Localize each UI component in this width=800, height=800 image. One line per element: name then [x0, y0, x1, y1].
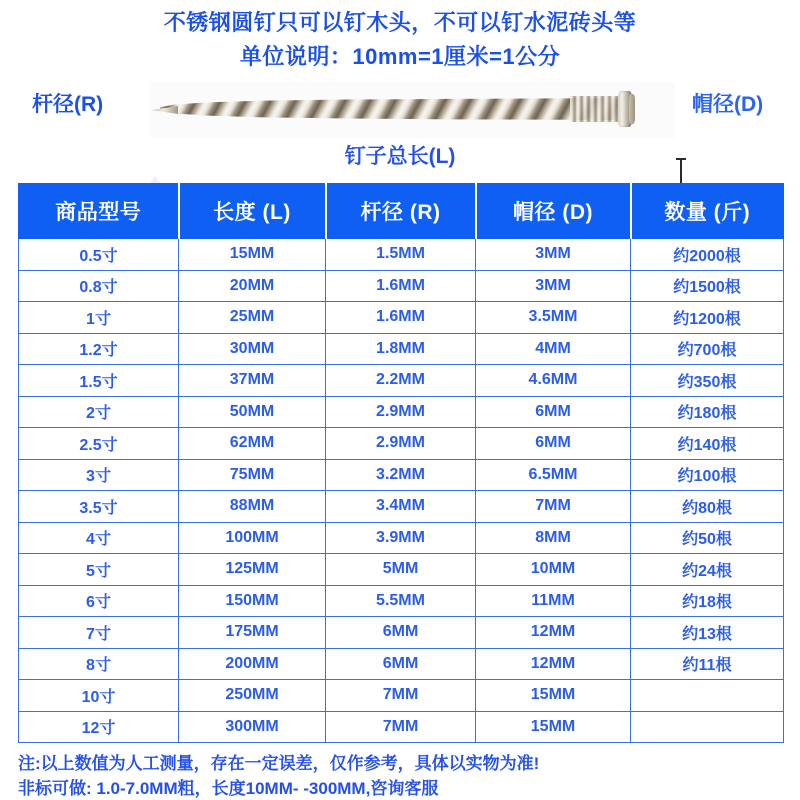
- cell-quantity: 约1500根: [631, 270, 784, 302]
- header-warning-text: 不锈钢圆钉只可以钉木头，不可以钉水泥砖头等: [163, 10, 637, 35]
- cell-rod: 2.2MM: [326, 365, 476, 397]
- nail-head-rim-icon: [629, 94, 635, 124]
- cell-quantity: 约140根: [631, 428, 784, 460]
- nail-shank-icon: [160, 98, 630, 120]
- cell-length: 50MM: [179, 396, 326, 428]
- nail-collar-icon: [570, 96, 620, 122]
- cell-rod: 1.5MM: [326, 239, 476, 271]
- cell-rod: 6MM: [326, 648, 476, 680]
- column-header-length: 长度 (L): [179, 184, 326, 239]
- cell-cap: 15MM: [476, 711, 631, 743]
- cell-model: 3寸: [19, 459, 179, 491]
- cell-quantity: 约2000根: [631, 239, 784, 271]
- cell-cap: 15MM: [476, 680, 631, 712]
- cell-length: 88MM: [179, 491, 326, 523]
- cell-quantity: 约180根: [631, 396, 784, 428]
- footer-notes: [18, 752, 798, 800]
- column-header-quantity: 数量 (斤): [631, 184, 784, 239]
- cell-quantity: 约350根: [631, 365, 784, 397]
- table-row: [19, 396, 784, 428]
- table-row: [19, 365, 784, 397]
- cell-model: 6寸: [19, 585, 179, 617]
- column-header-rod: 杆径 (R): [326, 184, 476, 239]
- cell-rod: 2.9MM: [326, 428, 476, 460]
- table-row: [19, 585, 784, 617]
- cell-length: 62MM: [179, 428, 326, 460]
- cell-model: 1.2寸: [19, 333, 179, 365]
- cell-model: 2.5寸: [19, 428, 179, 460]
- label-cap-diameter: 帽径(D): [692, 93, 764, 116]
- cell-model: 0.8寸: [19, 270, 179, 302]
- cell-rod: 7MM: [326, 680, 476, 712]
- cell-cap: 6MM: [476, 428, 631, 460]
- cell-model: 0.5寸: [19, 239, 179, 271]
- cell-model: 4寸: [19, 522, 179, 554]
- table-row: [19, 554, 784, 586]
- header-notes: [0, 8, 800, 71]
- cell-rod: 3.4MM: [326, 491, 476, 523]
- cell-cap: 4.6MM: [476, 365, 631, 397]
- nail-photo: [150, 82, 675, 138]
- cell-cap: 3MM: [476, 270, 631, 302]
- cell-length: 75MM: [179, 459, 326, 491]
- cell-cap: 3.5MM: [476, 302, 631, 334]
- footer-custom-order-note: 非标可做: 1.0-7.0MM粗，长度10MM- -300MM,咨询客服: [18, 778, 439, 798]
- cell-length: 20MM: [179, 270, 326, 302]
- table-row: [19, 270, 784, 302]
- cell-length: 15MM: [179, 239, 326, 271]
- cell-model: 1.5寸: [19, 365, 179, 397]
- table-row: [19, 711, 784, 743]
- cell-rod: 6MM: [326, 617, 476, 649]
- cell-length: 175MM: [179, 617, 326, 649]
- cell-quantity: 约11根: [631, 648, 784, 680]
- cell-quantity: [631, 711, 784, 743]
- column-header-cap: 帽径 (D): [476, 184, 631, 239]
- cell-cap: 12MM: [476, 648, 631, 680]
- table-row: [19, 302, 784, 334]
- cell-cap: 12MM: [476, 617, 631, 649]
- cell-quantity: 约18根: [631, 585, 784, 617]
- cell-quantity: 约24根: [631, 554, 784, 586]
- table-row: [19, 648, 784, 680]
- column-header-model: 商品型号: [19, 184, 179, 239]
- cell-rod: 7MM: [326, 711, 476, 743]
- cell-length: 100MM: [179, 522, 326, 554]
- label-rod-diameter: 杆径(R): [32, 93, 104, 116]
- cell-length: 150MM: [179, 585, 326, 617]
- cell-cap: 4MM: [476, 333, 631, 365]
- cell-length: 30MM: [179, 333, 326, 365]
- cell-rod: 1.6MM: [326, 302, 476, 334]
- cell-rod: 5.5MM: [326, 585, 476, 617]
- cell-quantity: [631, 680, 784, 712]
- cell-cap: 11MM: [476, 585, 631, 617]
- cell-model: 12寸: [19, 711, 179, 743]
- cell-model: 8寸: [19, 648, 179, 680]
- cell-rod: 1.6MM: [326, 270, 476, 302]
- cell-model: 10寸: [19, 680, 179, 712]
- cell-quantity: 约1200根: [631, 302, 784, 334]
- cell-cap: 6.5MM: [476, 459, 631, 491]
- table-row: [19, 333, 784, 365]
- cell-length: 25MM: [179, 302, 326, 334]
- label-total-length: 钉子总长(L): [344, 145, 456, 168]
- cell-quantity: 约13根: [631, 617, 784, 649]
- cell-length: 250MM: [179, 680, 326, 712]
- cell-quantity: 约80根: [631, 491, 784, 523]
- cell-length: 300MM: [179, 711, 326, 743]
- cell-rod: 5MM: [326, 554, 476, 586]
- table-row: [19, 491, 784, 523]
- cell-quantity: 约50根: [631, 522, 784, 554]
- cell-length: 37MM: [179, 365, 326, 397]
- table-row: [19, 428, 784, 460]
- cell-model: 7寸: [19, 617, 179, 649]
- cell-cap: 7MM: [476, 491, 631, 523]
- cell-length: 125MM: [179, 554, 326, 586]
- cell-model: 3.5寸: [19, 491, 179, 523]
- header-unit-note-text: 单位说明：10mm=1厘米=1公分: [239, 43, 561, 69]
- cell-cap: 10MM: [476, 554, 631, 586]
- table-body: [19, 239, 784, 743]
- cell-rod: 1.8MM: [326, 333, 476, 365]
- cell-model: 2寸: [19, 396, 179, 428]
- cell-model: 5寸: [19, 554, 179, 586]
- table-row: [19, 522, 784, 554]
- cell-cap: 8MM: [476, 522, 631, 554]
- specification-table: [18, 183, 784, 743]
- cell-rod: 3.9MM: [326, 522, 476, 554]
- table-header-row: [19, 184, 784, 239]
- cell-rod: 3.2MM: [326, 459, 476, 491]
- footer-measurement-note: 注:以上数值为人工测量，存在一定误差，仅作参考，具体以实物为准!: [18, 754, 540, 773]
- cell-cap: 3MM: [476, 239, 631, 271]
- cell-rod: 2.9MM: [326, 396, 476, 428]
- table-row: [19, 459, 784, 491]
- cell-quantity: 约700根: [631, 333, 784, 365]
- table-row: [19, 239, 784, 271]
- cell-quantity: 约100根: [631, 459, 784, 491]
- table-row: [19, 680, 784, 712]
- cell-length: 200MM: [179, 648, 326, 680]
- cell-model: 1寸: [19, 302, 179, 334]
- table-row: [19, 617, 784, 649]
- cell-cap: 6MM: [476, 396, 631, 428]
